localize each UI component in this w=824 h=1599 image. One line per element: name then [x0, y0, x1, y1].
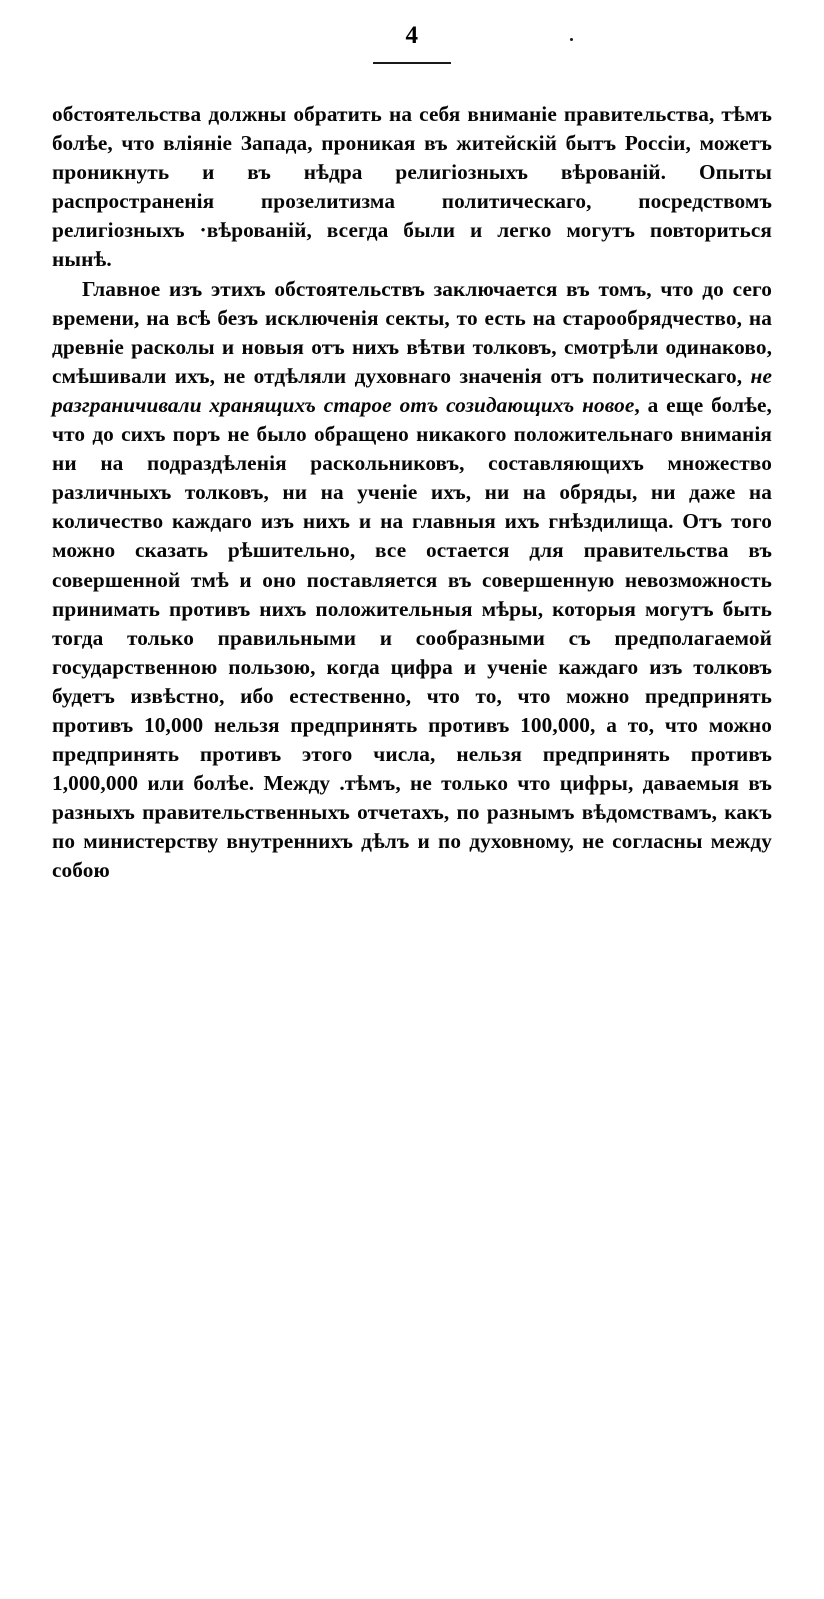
- page-header: [0, 0, 824, 70]
- page-number: 4: [405, 22, 419, 49]
- header-ink-dot: [570, 38, 573, 41]
- paragraph: [52, 275, 772, 886]
- header-divider: [373, 62, 451, 64]
- body-text-column: [52, 100, 772, 886]
- text-run: Главное изъ этихъ обстоятельствъ заключается въ томъ, что до сего времени, на всѣ безъ исключенія секты, то есть на старообрядчество, на древніе расколы и новыя отъ нихъ вѣтви толковъ, смотрѣли одинаково, смѣшивали ихъ, не отдѣляли духовнаго значенія отъ политическаго,: [52, 276, 772, 388]
- text-run: обстоятельства должны обратить на себя вниманіе правительства, тѣмъ болѣе, что вліяніе Запада, проникая въ житейскій бытъ Россіи, можетъ проникнуть и въ нѣдра религіозныхъ вѣрованій. Опыты распространенія прозелитизма политическаго, посредствомъ религіозныхъ ·вѣрованій, всегда были и легко могутъ повториться нынѣ.: [52, 102, 772, 272]
- paragraph: [52, 100, 772, 275]
- text-run: , а еще болѣе, что до сихъ поръ не было обращено никакого положительнаго вниманія ни на подраздѣленія раскольниковъ, составляющихъ множество различныхъ толковъ, ни на ученіе ихъ, ни на обряды, ни даже на количество каждаго изъ нихъ и на главныя ихъ гнѣздилища. Отъ того можно сказать рѣшительно, все остается для правительства въ совершенной тмѣ и оно поставляется въ совершенную невозможность принимать противъ нихъ положительныя мѣры, которыя могутъ быть тогда только правильными и сообразными съ предполагаемой государственною пользою, когда цифра и ученіе каждаго изъ толковъ будетъ извѣстно, ибо естественно, что то, что можно предпринять противъ 10,000 нельзя предпринять противъ 100,000, а то, что можно предпринять противъ этого числа, нельзя предпринять противъ 1,000,000 или болѣе. Между .тѣмъ, не только что цифры, даваемыя въ разныхъ правительственныхъ отчетахъ, по разнымъ вѣдомствамъ, какъ по министерству внутреннихъ дѣлъ и по духовному, не согласны между собою: [52, 392, 772, 883]
- emphasized-text: не разграничивали хранящихъ старое отъ созидающихъ новое: [52, 363, 772, 417]
